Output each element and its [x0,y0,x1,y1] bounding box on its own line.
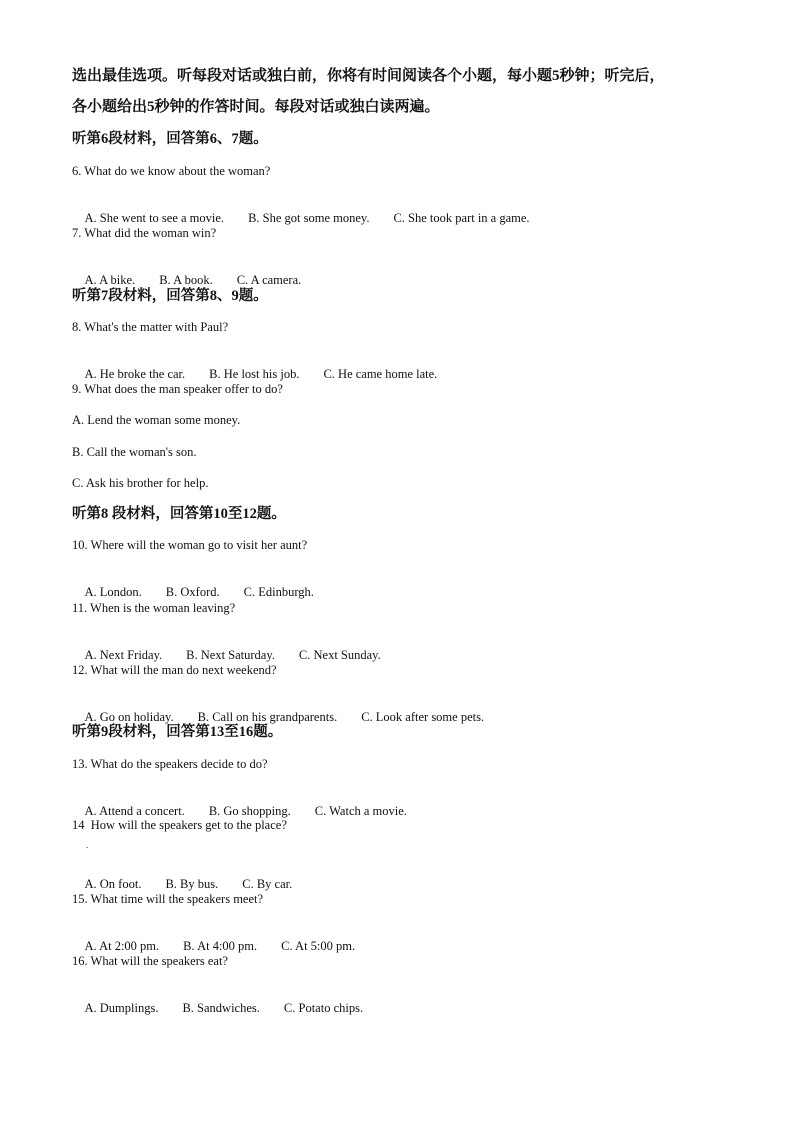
option-b: B. Sandwiches. [182,1001,260,1015]
option-b: B. Call the woman's son. [72,445,197,459]
option-c: C. Potato chips. [283,1001,364,1015]
question-11: 11. When is the woman leaving? [72,601,236,615]
question-9: 9. What does the man speaker offer to do? [72,382,283,396]
option-c: C. By car. [242,877,293,891]
option-a: A. He broke the car. [84,367,186,381]
option-a: A. On foot. [84,877,142,891]
option-b: B. Go shopping. [208,804,291,818]
question-16: 16. What will the speakers eat? [72,954,228,968]
options-16 [72,984,363,1032]
question-14: 14 How will the speakers get to the place? [72,818,287,832]
section-heading: 听第9段材料，回答第13至16题。 [72,724,283,740]
option-a: A. At 2:00 pm. [84,939,160,953]
option-c: C. At 5:00 pm. [281,939,356,953]
section-heading: 听第6段材料，回答第6、7题。 [72,131,268,147]
option-c: C. Edinburgh. [243,585,314,599]
question-12: 12. What will the man do next weekend? [72,663,277,677]
question-15: 15. What time will the speakers meet? [72,892,264,906]
question-6: 6. What do we know about the woman? [72,164,271,178]
section-heading: 听第8 段材料，回答第10至12题。 [72,506,286,522]
option-b: B. At 4:00 pm. [183,939,258,953]
option-a: A. Dumplings. [84,1001,159,1015]
question-8: 8. What's the matter with Paul? [72,320,229,334]
section-heading: 听第7段材料，回答第8、9题。 [72,288,268,304]
option-a: A. A bike. [84,273,136,287]
option-a: A. London. [84,585,142,599]
option-a: A. Next Friday. [84,648,163,662]
option-b: B. She got some money. [248,211,370,225]
option-c: C. Next Sunday. [298,648,381,662]
option-c: C. Ask his brother for help. [72,476,209,490]
option-a: A. Lend the woman some money. [72,413,241,427]
option-c: C. A camera. [236,273,302,287]
question-10: 10. Where will the woman go to visit her aunt? [72,538,308,552]
question-7: 7. What did the woman win? [72,226,217,240]
instructions-line-1: 选出最佳选项。听每段对话或独白前，你将有时间阅读各个小题，每小题5秒钟；听完后， [72,68,665,84]
option-c: C. Look after some pets. [361,710,485,724]
stray-mark: . [86,840,89,850]
option-c: C. She took part in a game. [393,211,530,225]
option-a: A. Go on holiday. [84,710,174,724]
option-b: B. A book. [159,273,213,287]
option-a: A. She went to see a movie. [84,211,225,225]
instructions-line-2: 各小题给出5秒钟的作答时间。每段对话或独白读两遍。 [72,99,440,115]
option-b: B. Call on his grandparents. [197,710,338,724]
option-b: B. Oxford. [165,585,220,599]
option-c: C. He came home late. [323,367,438,381]
option-c: C. Watch a movie. [314,804,407,818]
question-13: 13. What do the speakers decide to do? [72,757,268,771]
option-a: A. Attend a concert. [84,804,185,818]
option-b: B. By bus. [165,877,219,891]
option-b: B. Next Saturday. [186,648,275,662]
option-b: B. He lost his job. [209,367,300,381]
